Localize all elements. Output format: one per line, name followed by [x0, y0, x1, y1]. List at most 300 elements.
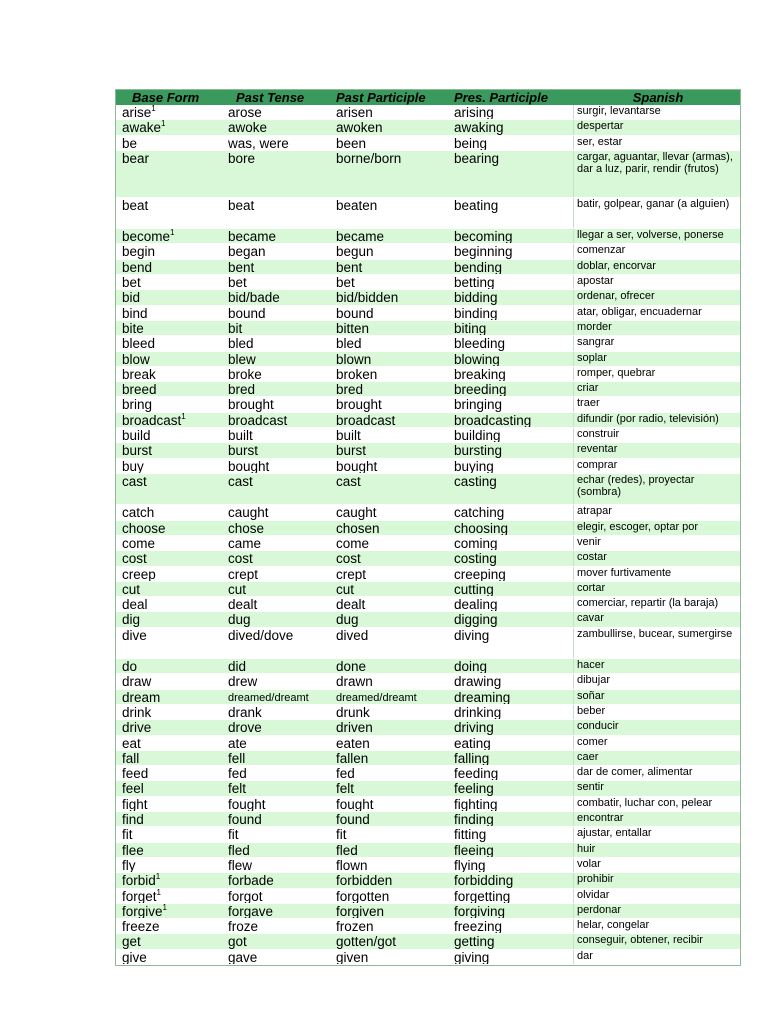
- header-base-form: Base Form: [132, 90, 200, 105]
- cell-base-form: [116, 459, 224, 473]
- cell-present-participle: breeding: [454, 382, 507, 397]
- cell-past-tense: bent: [228, 259, 255, 275]
- cell-past-participle: cost: [336, 551, 361, 566]
- cell-spanish: encontrar: [573, 812, 740, 826]
- base-form-text: cast: [122, 473, 147, 489]
- cell-past-participle: flown: [336, 857, 368, 873]
- cell-base-form: [116, 736, 224, 750]
- cell-past-tense: bit: [228, 320, 243, 336]
- cell-present-participle: broadcasting: [454, 412, 532, 428]
- cell-spanish: difundir (por radio, televisión): [573, 413, 740, 427]
- table-row: [116, 919, 740, 934]
- cell-past-tense: fled: [228, 842, 250, 857]
- cell-base-form: [116, 766, 224, 780]
- cell-base-form: [116, 659, 224, 673]
- table-row: [116, 136, 740, 151]
- cell-past-participle: begun: [336, 244, 374, 259]
- base-form-text: begin: [122, 244, 156, 259]
- base-form-text: feel: [122, 781, 144, 796]
- cell-past-tense: bid/bade: [228, 290, 280, 305]
- cell-present-participle: bending: [454, 259, 503, 275]
- cell-base-form: [116, 443, 224, 457]
- table-row: [116, 151, 740, 198]
- cell-past-tense: drove: [228, 720, 262, 735]
- table-row: [116, 582, 740, 597]
- table-row: [116, 521, 740, 536]
- cell-present-participle: binding: [454, 305, 498, 320]
- cell-past-tense: felt: [228, 781, 247, 796]
- header-spanish: Spanish: [632, 90, 684, 105]
- table-row: [116, 198, 740, 229]
- cell-past-tense: came: [228, 535, 262, 551]
- cell-spanish: comer: [573, 736, 740, 750]
- cell-past-participle: gotten/got: [336, 934, 397, 949]
- base-form-text: burst: [122, 443, 153, 458]
- base-form-text: fall: [122, 750, 140, 766]
- cell-past-tense: blew: [228, 351, 256, 366]
- cell-past-tense: forgot: [228, 888, 263, 903]
- cell-base-form: [116, 413, 224, 427]
- verb-table: [115, 89, 741, 966]
- cell-past-participle: forbidden: [336, 873, 393, 888]
- table-row: [116, 275, 740, 290]
- cell-past-participle: chosen: [336, 520, 380, 535]
- cell-past-tense: brought: [228, 397, 274, 412]
- cell-present-participle: bursting: [454, 443, 503, 458]
- cell-base-form: [116, 260, 224, 274]
- cell-present-participle: cutting: [454, 581, 494, 597]
- cell-past-tense: beat: [228, 197, 255, 213]
- cell-past-tense: ate: [228, 735, 247, 750]
- cell-past-participle: beaten: [336, 197, 378, 213]
- cell-spanish: construir: [573, 428, 740, 442]
- cell-past-participle: fled: [336, 842, 358, 857]
- base-form-text: come: [122, 535, 156, 551]
- cell-spanish: prohibir: [573, 873, 740, 887]
- cell-past-participle: bought: [336, 458, 378, 473]
- cell-spanish: dar: [573, 950, 740, 964]
- cell-present-participle: buying: [454, 458, 494, 473]
- base-form-text: become: [122, 229, 171, 244]
- cell-spanish: surgir, levantarse: [573, 105, 740, 119]
- cell-past-tense: drew: [228, 674, 258, 689]
- cell-past-tense: broadcast: [228, 412, 288, 428]
- cell-past-participle: drunk: [336, 704, 370, 720]
- cell-base-form: [116, 812, 224, 826]
- table-row: [116, 950, 740, 965]
- cell-past-participle: bound: [336, 305, 374, 320]
- cell-past-tense: forbade: [228, 873, 274, 888]
- cell-past-participle: bet: [336, 275, 355, 290]
- cell-past-participle: fed: [336, 766, 355, 781]
- cell-past-participle: brought: [336, 397, 382, 412]
- cell-present-participle: fitting: [454, 827, 487, 842]
- cell-past-tense: did: [228, 659, 247, 674]
- cell-spanish: criar: [573, 382, 740, 396]
- base-form-text: do: [122, 659, 138, 674]
- cell-past-tense: chose: [228, 520, 265, 535]
- base-form-text: awake: [122, 120, 162, 135]
- table-header: [116, 90, 740, 105]
- cell-spanish: batir, golpear, ganar (a alguien): [573, 198, 740, 228]
- cell-past-tense: fought: [228, 796, 266, 812]
- cell-spanish: morder: [573, 321, 740, 335]
- table-row: [116, 536, 740, 551]
- base-form-text: be: [122, 135, 138, 150]
- footnote-marker: 1: [170, 229, 175, 238]
- cell-present-participle: flying: [454, 857, 486, 873]
- cell-present-participle: dreaming: [454, 689, 511, 704]
- base-form-text: arise: [122, 105, 152, 120]
- base-form-text: break: [122, 366, 156, 382]
- cell-spanish: mover furtivamente: [573, 567, 740, 581]
- table-row: [116, 690, 740, 705]
- cell-spanish: echar (redes), proyectar (sombra): [573, 474, 740, 504]
- cell-spanish: apostar: [573, 275, 740, 289]
- cell-base-form: [116, 567, 224, 581]
- cell-spanish: helar, congelar: [573, 919, 740, 933]
- cell-base-form: [116, 198, 224, 228]
- cell-past-tense: forgave: [228, 903, 274, 919]
- cell-base-form: [116, 336, 224, 350]
- cell-past-participle: built: [336, 428, 361, 443]
- cell-past-participle: blown: [336, 351, 372, 366]
- cell-present-participle: falling: [454, 750, 490, 766]
- table-row: [116, 628, 740, 659]
- cell-past-tense: arose: [228, 105, 262, 120]
- table-row: [116, 105, 740, 120]
- cell-spanish: huir: [573, 843, 740, 857]
- cell-present-participle: choosing: [454, 520, 509, 535]
- table-row: [116, 459, 740, 474]
- table-row: [116, 120, 740, 135]
- cell-past-tense: broke: [228, 366, 262, 382]
- cell-spanish: soplar: [573, 352, 740, 366]
- cell-base-form: [116, 474, 224, 504]
- cell-present-participle: doing: [454, 659, 488, 674]
- cell-spanish: comerciar, repartir (la baraja): [573, 597, 740, 611]
- cell-present-participle: bearing: [454, 150, 500, 166]
- table-row: [116, 705, 740, 720]
- cell-base-form: [116, 582, 224, 596]
- table-row: [116, 720, 740, 735]
- cell-present-participle: forgetting: [454, 888, 511, 903]
- footnote-marker: 1: [155, 873, 161, 882]
- header-past-participle: Past Participle: [336, 90, 426, 105]
- cell-present-participle: beating: [454, 197, 499, 213]
- cell-past-participle: cast: [336, 473, 361, 489]
- base-form-text: blow: [122, 351, 150, 366]
- table-row: [116, 873, 740, 888]
- cell-base-form: [116, 551, 224, 565]
- base-form-text: dive: [122, 627, 147, 643]
- cell-past-participle: fit: [336, 827, 347, 842]
- cell-base-form: [116, 536, 224, 550]
- cell-base-form: [116, 674, 224, 688]
- cell-past-participle: been: [336, 135, 367, 150]
- cell-past-tense: dreamed/dreamt: [228, 691, 309, 704]
- cell-past-participle: driven: [336, 720, 373, 735]
- cell-base-form: [116, 521, 224, 535]
- table-row: [116, 397, 740, 412]
- table-row: [116, 812, 740, 827]
- base-form-text: bear: [122, 150, 150, 166]
- cell-base-form: [116, 367, 224, 381]
- table-row: [116, 505, 740, 520]
- cell-present-participle: feeling: [454, 781, 494, 796]
- cell-base-form: [116, 244, 224, 258]
- cell-spanish: romper, quebrar: [573, 367, 740, 381]
- cell-past-tense: was, were: [228, 135, 289, 150]
- cell-past-tense: caught: [228, 505, 269, 520]
- base-form-text: bend: [122, 259, 153, 275]
- header-present-participle: Pres. Participle: [454, 90, 548, 105]
- cell-spanish: ser, estar: [573, 136, 740, 150]
- cell-past-participle: dreamed/dreamt: [336, 691, 417, 704]
- cell-present-participle: becoming: [454, 229, 513, 244]
- cell-present-participle: arising: [454, 105, 494, 120]
- base-form-text: beat: [122, 197, 149, 213]
- cell-past-tense: gave: [228, 949, 258, 965]
- footnote-marker: 1: [156, 888, 161, 897]
- cell-base-form: [116, 306, 224, 320]
- cell-past-participle: cut: [336, 581, 355, 597]
- base-form-text: give: [122, 949, 147, 965]
- base-form-text: dream: [122, 689, 161, 704]
- cell-present-participle: bidding: [454, 290, 498, 305]
- cell-past-tense: built: [228, 428, 253, 443]
- cell-past-participle: bred: [336, 382, 364, 397]
- cell-base-form: [116, 136, 224, 150]
- table-row: [116, 367, 740, 382]
- cell-base-form: [116, 873, 224, 887]
- base-form-text: feed: [122, 766, 149, 781]
- base-form-text: fly: [122, 857, 136, 873]
- cell-base-form: [116, 904, 224, 918]
- cell-past-tense: bore: [228, 150, 256, 166]
- cell-past-participle: caught: [336, 505, 377, 520]
- table-row: [116, 336, 740, 351]
- cell-past-tense: bet: [228, 275, 247, 290]
- base-form-text: choose: [122, 520, 166, 535]
- cell-spanish: reventar: [573, 443, 740, 457]
- table-row: [116, 260, 740, 275]
- cell-past-participle: bled: [336, 336, 362, 351]
- cell-spanish: volar: [573, 858, 740, 872]
- cell-past-tense: awoke: [228, 120, 268, 135]
- footnote-marker: 1: [151, 105, 156, 113]
- cell-past-tense: crept: [228, 566, 259, 581]
- cell-spanish: comprar: [573, 459, 740, 473]
- cell-past-tense: found: [228, 812, 262, 827]
- cell-spanish: atrapar: [573, 505, 740, 519]
- base-form-text: dig: [122, 612, 141, 627]
- cell-present-participle: beginning: [454, 244, 513, 259]
- cell-base-form: [116, 597, 224, 611]
- cell-base-form: [116, 781, 224, 795]
- table-row: [116, 382, 740, 397]
- base-form-text: creep: [122, 566, 156, 581]
- cell-present-participle: dealing: [454, 597, 498, 612]
- cell-present-participle: breaking: [454, 366, 506, 382]
- cell-spanish: beber: [573, 705, 740, 719]
- cell-past-tense: drank: [228, 704, 262, 720]
- table-row: [116, 934, 740, 949]
- table-row: [116, 797, 740, 812]
- cell-present-participle: drinking: [454, 704, 502, 720]
- cell-base-form: [116, 690, 224, 704]
- cell-past-tense: flew: [228, 857, 253, 873]
- cell-present-participle: freezing: [454, 919, 503, 934]
- cell-spanish: sangrar: [573, 336, 740, 350]
- cell-past-participle: borne/born: [336, 150, 402, 166]
- table-row: [116, 290, 740, 305]
- base-form-text: breed: [122, 382, 157, 397]
- cell-base-form: [116, 919, 224, 933]
- cell-present-participle: building: [454, 428, 501, 443]
- cell-base-form: [116, 105, 224, 119]
- base-form-text: drive: [122, 720, 152, 735]
- cell-present-participle: bringing: [454, 397, 503, 412]
- base-form-text: forgive: [122, 903, 163, 919]
- footnote-marker: 1: [161, 120, 166, 129]
- cell-past-participle: burst: [336, 443, 367, 458]
- cell-past-participle: broken: [336, 366, 378, 382]
- cell-present-participle: fleeing: [454, 842, 494, 857]
- cell-spanish: combatir, luchar con, pelear: [573, 797, 740, 811]
- cell-past-participle: forgotten: [336, 888, 390, 903]
- cell-spanish: zambullirse, bucear, sumergirse: [573, 628, 740, 658]
- cell-present-participle: bleeding: [454, 336, 506, 351]
- cell-past-tense: began: [228, 244, 266, 259]
- cell-past-tense: bled: [228, 336, 254, 351]
- cell-base-form: [116, 705, 224, 719]
- cell-present-participle: casting: [454, 473, 497, 489]
- table-row: [116, 612, 740, 627]
- cell-past-participle: bid/bidden: [336, 290, 399, 305]
- cell-past-tense: became: [228, 229, 277, 244]
- cell-past-participle: dived: [336, 627, 369, 643]
- cell-past-tense: bought: [228, 458, 270, 473]
- cell-past-tense: burst: [228, 443, 259, 458]
- base-form-text: flee: [122, 842, 144, 857]
- base-form-text: bite: [122, 320, 144, 336]
- cell-present-participle: eating: [454, 735, 491, 750]
- base-form-text: bid: [122, 290, 141, 305]
- cell-base-form: [116, 275, 224, 289]
- cell-spanish: perdonar: [573, 904, 740, 918]
- header-past-tense: Past Tense: [236, 90, 305, 105]
- table-row: [116, 244, 740, 259]
- cell-base-form: [116, 290, 224, 304]
- cell-past-tense: cast: [228, 473, 253, 489]
- table-row: [116, 766, 740, 781]
- cell-past-tense: cut: [228, 581, 247, 597]
- cell-spanish: cavar: [573, 612, 740, 626]
- cell-spanish: traer: [573, 397, 740, 411]
- cell-present-participle: catching: [454, 505, 505, 520]
- cell-spanish: dar de comer, alimentar: [573, 766, 740, 780]
- cell-spanish: conseguir, obtener, recibir: [573, 934, 740, 948]
- cell-spanish: conducir: [573, 720, 740, 734]
- base-form-text: bleed: [122, 336, 156, 351]
- cell-base-form: [116, 321, 224, 335]
- base-form-text: buy: [122, 458, 144, 473]
- cell-past-tense: bred: [228, 382, 256, 397]
- cell-spanish: llegar a ser, volverse, ponerse: [573, 229, 740, 243]
- cell-base-form: [116, 827, 224, 841]
- cell-base-form: [116, 628, 224, 658]
- cell-present-participle: awaking: [454, 120, 504, 135]
- cell-spanish: ordenar, ofrecer: [573, 290, 740, 304]
- table-row: [116, 751, 740, 766]
- cell-base-form: [116, 382, 224, 396]
- cell-present-participle: forgiving: [454, 903, 506, 919]
- base-form-text: bring: [122, 397, 153, 412]
- table-row: [116, 889, 740, 904]
- cell-spanish: dibujar: [573, 674, 740, 688]
- cell-past-participle: dug: [336, 612, 359, 627]
- cell-spanish: costar: [573, 551, 740, 565]
- cell-present-participle: diving: [454, 627, 490, 643]
- table-row: [116, 551, 740, 566]
- cell-spanish: soñar: [573, 690, 740, 704]
- base-form-text: eat: [122, 735, 141, 750]
- cell-present-participle: feeding: [454, 766, 499, 781]
- cell-past-tense: dived/dove: [228, 627, 294, 643]
- cell-past-tense: cost: [228, 551, 253, 566]
- cell-present-participle: biting: [454, 320, 487, 336]
- table-row: [116, 674, 740, 689]
- cell-past-participle: became: [336, 229, 385, 244]
- cell-past-participle: fought: [336, 796, 374, 812]
- table-row: [116, 321, 740, 336]
- cell-present-participle: driving: [454, 720, 494, 735]
- cell-base-form: [116, 120, 224, 134]
- base-form-text: bet: [122, 275, 141, 290]
- cell-past-tense: dug: [228, 612, 251, 627]
- table-row: [116, 827, 740, 842]
- cell-past-participle: found: [336, 812, 370, 827]
- table-body: [116, 105, 740, 965]
- cell-spanish: doblar, encorvar: [573, 260, 740, 274]
- cell-base-form: [116, 950, 224, 964]
- cell-present-participle: digging: [454, 612, 498, 627]
- table-row: [116, 413, 740, 428]
- cell-spanish: cargar, aguantar, llevar (armas), dar a luz, parir, rendir (frutos): [573, 151, 740, 197]
- cell-base-form: [116, 934, 224, 948]
- cell-present-participle: coming: [454, 535, 498, 551]
- base-form-text: cut: [122, 581, 141, 597]
- base-form-text: fit: [122, 827, 133, 842]
- cell-spanish: sentir: [573, 781, 740, 795]
- cell-base-form: [116, 720, 224, 734]
- cell-base-form: [116, 428, 224, 442]
- table-row: [116, 428, 740, 443]
- base-form-text: freeze: [122, 919, 160, 934]
- cell-past-participle: dealt: [336, 597, 366, 612]
- table-row: [116, 597, 740, 612]
- cell-present-participle: drawing: [454, 674, 502, 689]
- table-row: [116, 736, 740, 751]
- table-row: [116, 352, 740, 367]
- cell-base-form: [116, 505, 224, 519]
- cell-past-tense: fit: [228, 827, 239, 842]
- cell-past-participle: fallen: [336, 750, 369, 766]
- cell-base-form: [116, 151, 224, 197]
- base-form-text: cost: [122, 551, 147, 566]
- table-row: [116, 904, 740, 919]
